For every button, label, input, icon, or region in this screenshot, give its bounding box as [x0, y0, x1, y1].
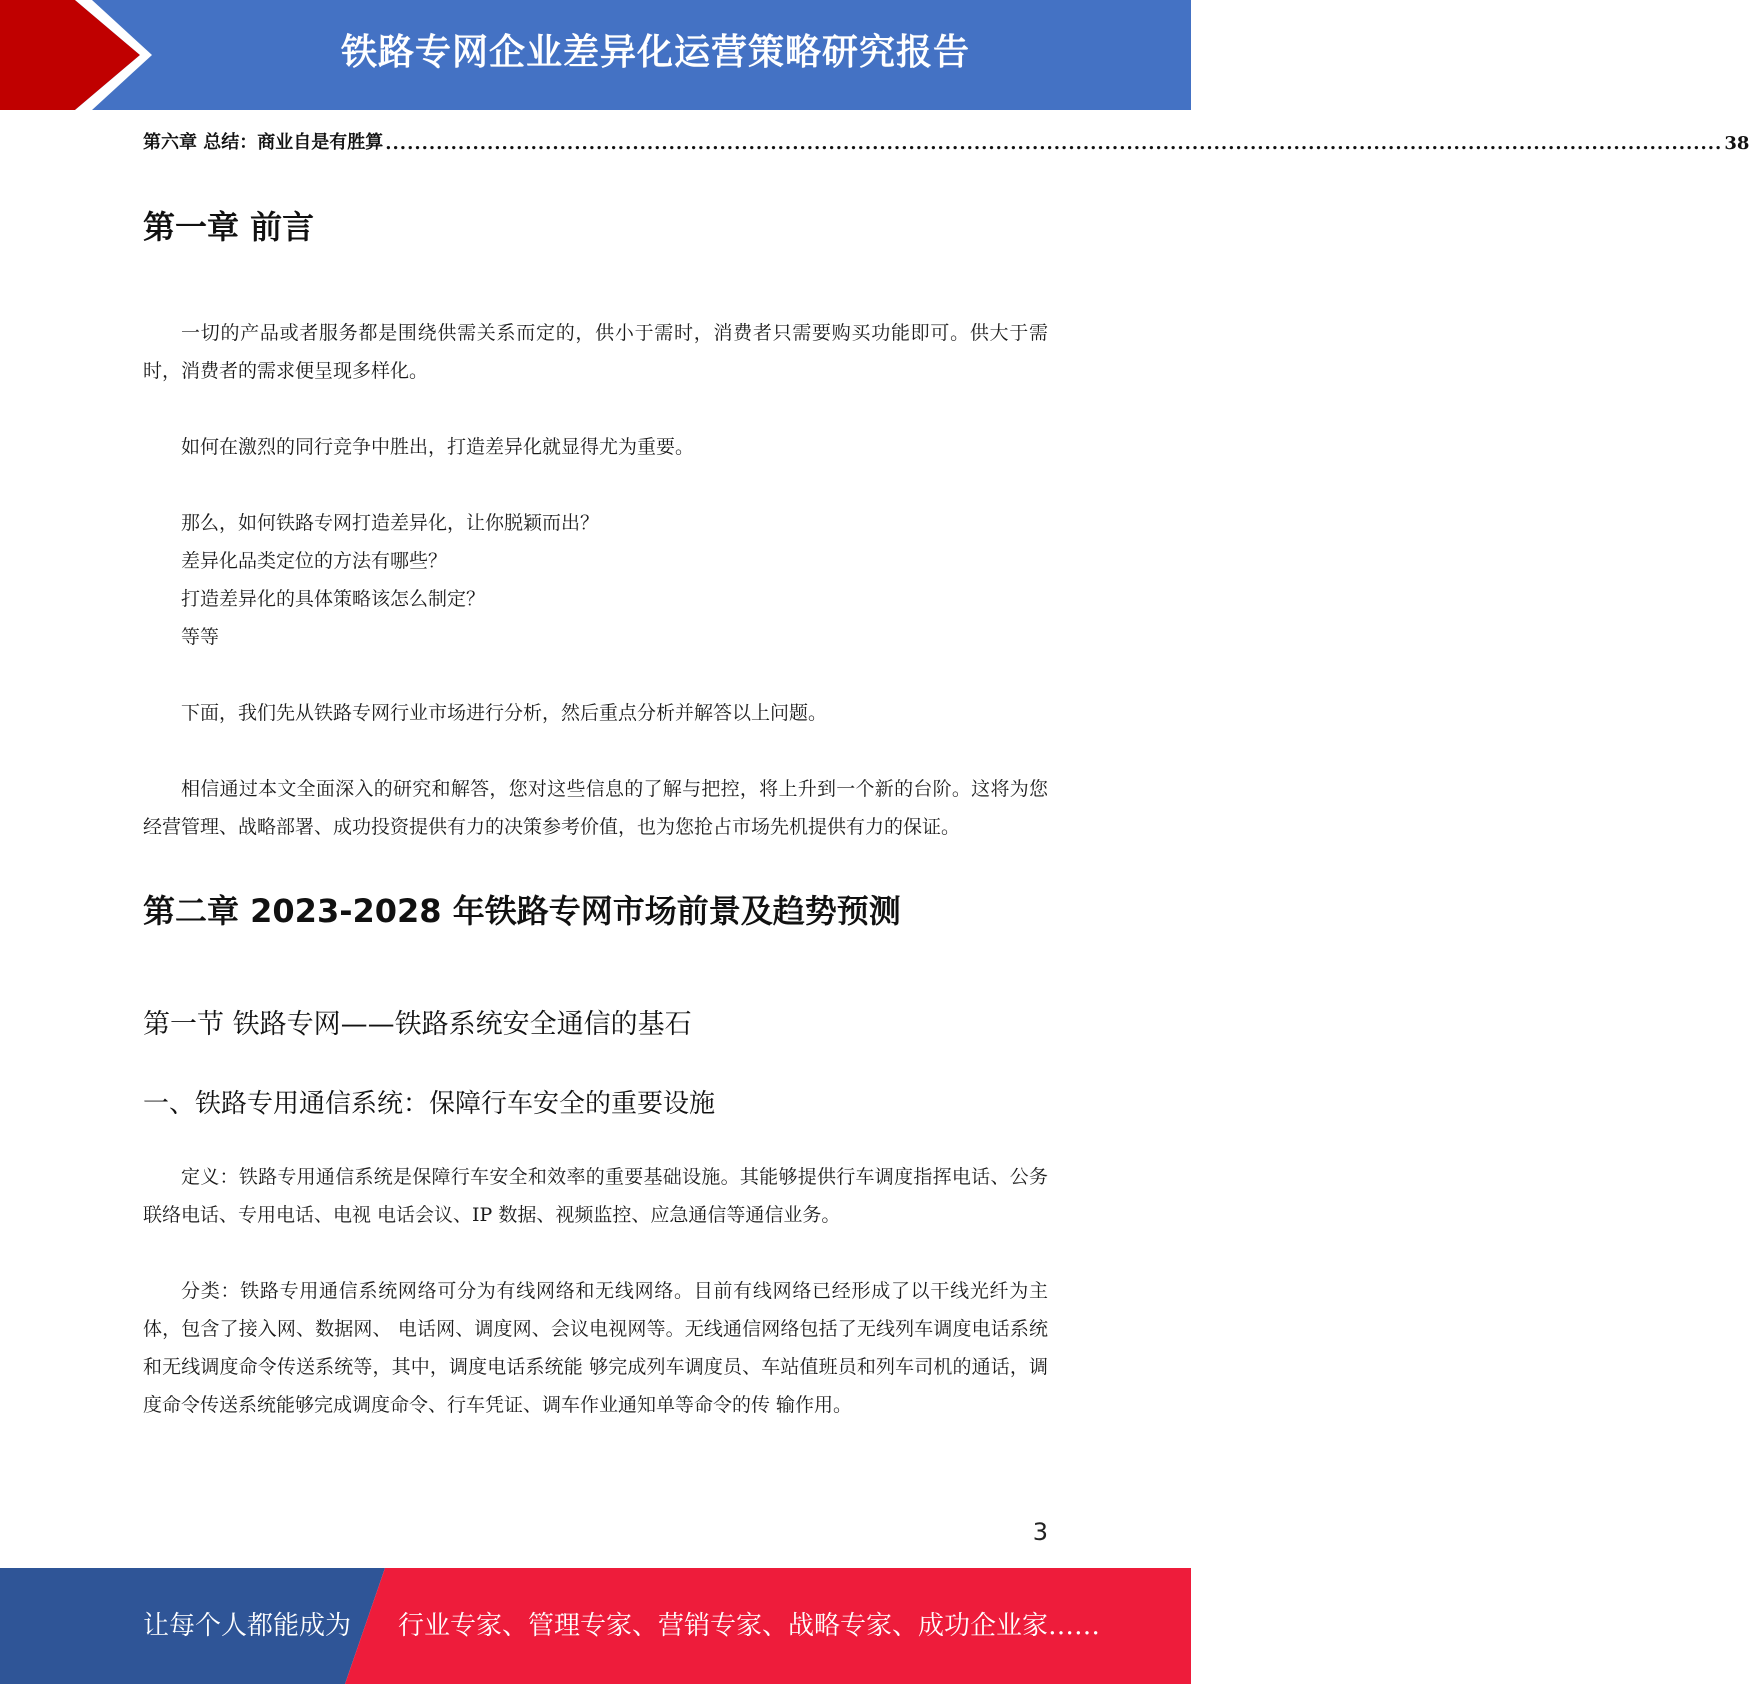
question-list: [143, 504, 1048, 656]
subsection-title: 一、铁路专用通信系统：保障行车安全的重要设施: [143, 1089, 716, 1119]
chapter-2-title: 第二章 2023-2028 年铁路专网市场前景及趋势预测: [143, 892, 901, 930]
question-line: 等等: [181, 626, 220, 648]
page-header-banner: [0, 0, 1191, 110]
paragraph: 定义：铁路专用通信系统是保障行车安全和效率的重要基础设施。其能够提供行车调度指挥电话、公务联络电话、专用电话、电视 电话会议、IP 数据、视频监控、应急通信等通信业务。: [143, 1166, 1048, 1226]
paragraph: 分类：铁路专用通信系统网络可分为有线网络和无线网络。目前有线网络已经形成了以干线光纤为主体，包含了接入网、数据网、 电话网、调度网、会议电视网等。无线通信网络包括了无线列车调度电话系统和无线调度命令传送系统等，其中，调度电话系统能 够完成列车调度员、车站值班员和列车司机的通话，调度命令传送系统能够完成调度命令、行车凭证、调车作业通知单等命令的传 输作用。: [143, 1280, 1048, 1416]
question-line: 那么，如何铁路专网打造差异化，让你脱颖而出？: [181, 512, 600, 534]
chapter-1-title: 第一章 前言: [143, 208, 315, 246]
paragraph: 相信通过本文全面深入的研究和解答，您对这些信息的了解与把控，将上升到一个新的台阶。这将为您经营管理、战略部署、成功投资提供有力的决策参考价值，也为您抢占市场先机提供有力的保证。: [143, 778, 1048, 838]
footer-slogan-right: 行业专家、管理专家、营销专家、战略专家、成功企业家……: [398, 1611, 1101, 1641]
paragraph: 如何在激烈的同行竞争中胜出，打造差异化就显得尤为重要。: [181, 436, 695, 458]
paragraph: 下面，我们先从铁路专网行业市场进行分析，然后重点分析并解答以上问题。: [181, 702, 828, 724]
toc-leader-dots: ........................................................................................................................................................................................: [385, 133, 1723, 154]
question-line: 差异化品类定位的方法有哪些？: [181, 550, 448, 572]
question-line: 打造差异化的具体策略该怎么制定？: [181, 588, 486, 610]
page-number: 3: [1032, 1518, 1048, 1546]
header-arrow-decoration: [0, 0, 160, 110]
report-title: 铁路专网企业差异化运营策略研究报告: [340, 32, 970, 73]
footer-slogan-left: 让每个人都能成为: [143, 1611, 352, 1641]
paragraph: 一切的产品或者服务都是围绕供需关系而定的，供小于需时，消费者只需要购买功能即可。供大于需时，消费者的需求便呈现多样化。: [143, 322, 1048, 382]
toc-page-number: 38: [1724, 133, 1749, 154]
page-footer-banner: [0, 1568, 1191, 1684]
toc-entry[interactable]: [143, 128, 1749, 154]
document-body: [143, 190, 1048, 1424]
toc-entry-label: 第六章 总结：商业自是有胜算: [143, 132, 384, 153]
section-title: 第一节 铁路专网——铁路系统安全通信的基石: [143, 1009, 692, 1040]
